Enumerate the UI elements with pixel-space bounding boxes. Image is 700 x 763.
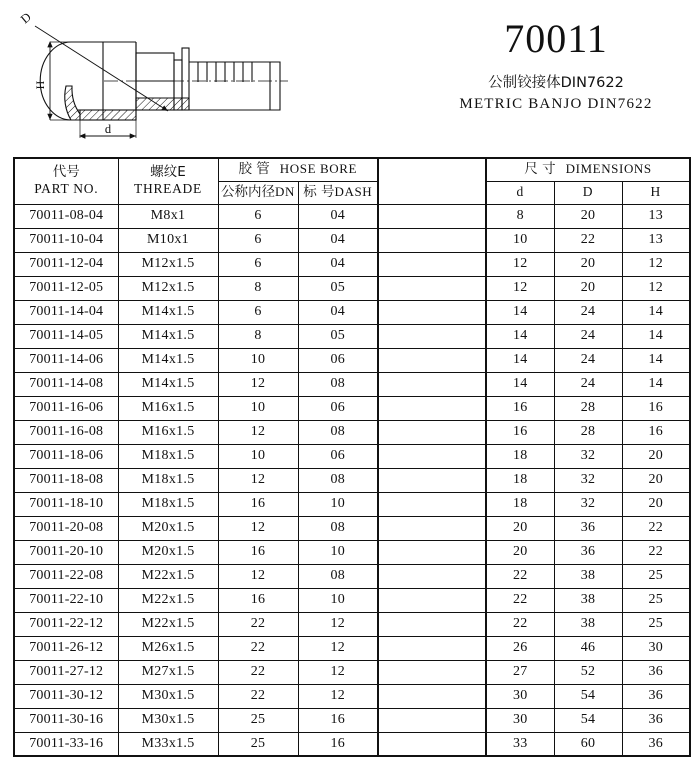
table-row	[14, 348, 690, 372]
cell-blank	[378, 492, 486, 516]
cell-dim-H: 14	[622, 372, 690, 396]
cell-part-no: 70011-18-08	[14, 468, 118, 492]
cell-blank	[378, 204, 486, 228]
cell-dn: 16	[218, 588, 298, 612]
cell-dim-D: 32	[554, 444, 622, 468]
table-row	[14, 588, 690, 612]
table-row	[14, 492, 690, 516]
cell-thread: M20x1.5	[118, 540, 218, 564]
cell-dim-d: 14	[486, 324, 554, 348]
cell-dim-H: 12	[622, 252, 690, 276]
cell-thread: M22x1.5	[118, 588, 218, 612]
cell-part-no: 70011-33-16	[14, 732, 118, 756]
cell-dim-H: 14	[622, 348, 690, 372]
cell-dim-D: 36	[554, 516, 622, 540]
cell-dim-d: 14	[486, 300, 554, 324]
table-row	[14, 660, 690, 684]
dimension-D	[35, 26, 168, 111]
cell-thread: M22x1.5	[118, 612, 218, 636]
cell-dash: 16	[298, 708, 378, 732]
cell-dn: 6	[218, 252, 298, 276]
cell-dim-H: 12	[622, 276, 690, 300]
table-row	[14, 228, 690, 252]
cell-dn: 8	[218, 276, 298, 300]
table-row	[14, 612, 690, 636]
dimensions-label-cn: 尺 寸	[524, 161, 556, 178]
table-row	[14, 732, 690, 756]
cell-dn: 12	[218, 468, 298, 492]
cell-part-no: 70011-22-10	[14, 588, 118, 612]
cell-dash: 16	[298, 732, 378, 756]
cell-part-no: 70011-10-04	[14, 228, 118, 252]
part-no-label-cn: 代号	[52, 164, 80, 181]
hose-bore-label-cn: 胶 管	[238, 161, 270, 178]
cell-dim-d: 16	[486, 396, 554, 420]
cell-dn: 22	[218, 612, 298, 636]
cell-dim-D: 28	[554, 420, 622, 444]
cell-dim-H: 16	[622, 396, 690, 420]
cell-dim-H: 16	[622, 420, 690, 444]
cell-blank	[378, 732, 486, 756]
cell-thread: M12x1.5	[118, 252, 218, 276]
cell-dn: 10	[218, 396, 298, 420]
specification-table-wrapper	[13, 157, 689, 757]
description-english: METRIC BANJO DIN7622	[459, 95, 653, 112]
cell-dash: 08	[298, 420, 378, 444]
cell-dn: 16	[218, 492, 298, 516]
cell-dim-D: 46	[554, 636, 622, 660]
col-header-dim-D: D	[554, 181, 622, 204]
cell-thread: M14x1.5	[118, 372, 218, 396]
cell-dash: 04	[298, 228, 378, 252]
cell-dash: 06	[298, 396, 378, 420]
cell-dash: 08	[298, 564, 378, 588]
technical-drawing	[8, 10, 408, 145]
cell-dn: 12	[218, 564, 298, 588]
cell-dash: 08	[298, 468, 378, 492]
cell-dash: 08	[298, 516, 378, 540]
cell-dn: 12	[218, 372, 298, 396]
cell-dim-H: 36	[622, 660, 690, 684]
cell-dim-d: 27	[486, 660, 554, 684]
cell-dn: 25	[218, 732, 298, 756]
cell-thread: M8x1	[118, 204, 218, 228]
cell-dash: 12	[298, 684, 378, 708]
cell-dim-D: 20	[554, 252, 622, 276]
cell-dim-d: 22	[486, 588, 554, 612]
dn-label-cn: 公称内径	[221, 184, 275, 201]
cell-dn: 10	[218, 444, 298, 468]
cell-thread: M14x1.5	[118, 300, 218, 324]
cell-part-no: 70011-30-12	[14, 684, 118, 708]
cell-dash: 10	[298, 588, 378, 612]
cell-dn: 22	[218, 636, 298, 660]
cell-thread: M18x1.5	[118, 492, 218, 516]
cell-part-no: 70011-20-08	[14, 516, 118, 540]
cell-dash: 08	[298, 372, 378, 396]
cell-dim-d: 20	[486, 516, 554, 540]
cell-dim-D: 52	[554, 660, 622, 684]
cell-thread: M16x1.5	[118, 396, 218, 420]
cell-dim-D: 24	[554, 372, 622, 396]
col-header-dash	[298, 181, 378, 204]
cell-dash: 05	[298, 324, 378, 348]
cell-dim-H: 20	[622, 468, 690, 492]
cell-blank	[378, 516, 486, 540]
cell-dim-d: 18	[486, 492, 554, 516]
col-header-part-no	[14, 158, 118, 204]
cell-dim-d: 18	[486, 468, 554, 492]
cell-dim-d: 14	[486, 372, 554, 396]
cell-blank	[378, 324, 486, 348]
cell-dim-d: 33	[486, 732, 554, 756]
cell-dash: 04	[298, 204, 378, 228]
cell-part-no: 70011-30-16	[14, 708, 118, 732]
cell-blank	[378, 300, 486, 324]
cell-part-no: 70011-16-08	[14, 420, 118, 444]
header-area	[0, 0, 700, 150]
cell-dash: 10	[298, 540, 378, 564]
cell-dim-H: 36	[622, 708, 690, 732]
hose-barb	[104, 48, 288, 110]
part-no-label-en: PART NO.	[34, 181, 99, 197]
description-chinese: 公制铰接体DIN7622	[488, 75, 624, 91]
table-row	[14, 540, 690, 564]
cell-thread: M26x1.5	[118, 636, 218, 660]
table-row	[14, 372, 690, 396]
cell-dim-d: 18	[486, 444, 554, 468]
cell-dim-D: 22	[554, 228, 622, 252]
thread-label-en: THREADE	[134, 181, 202, 197]
cell-dim-H: 14	[622, 300, 690, 324]
cell-dim-D: 38	[554, 564, 622, 588]
dimensions-label-en: DIMENSIONS	[565, 161, 652, 177]
table-row	[14, 444, 690, 468]
cell-thread: M18x1.5	[118, 468, 218, 492]
cell-part-no: 70011-18-06	[14, 444, 118, 468]
cell-blank	[378, 468, 486, 492]
table-row	[14, 684, 690, 708]
cell-dim-H: 13	[622, 228, 690, 252]
cell-dim-D: 32	[554, 492, 622, 516]
cell-part-no: 70011-12-04	[14, 252, 118, 276]
table-body	[14, 204, 690, 756]
cell-thread: M27x1.5	[118, 660, 218, 684]
thread-label-cn: 螺纹E	[150, 164, 186, 181]
cell-dash: 05	[298, 276, 378, 300]
cell-part-no: 70011-16-06	[14, 396, 118, 420]
cell-thread: M14x1.5	[118, 348, 218, 372]
page-title: 70011	[504, 16, 608, 61]
cell-blank	[378, 444, 486, 468]
cell-dim-d: 12	[486, 276, 554, 300]
cell-blank	[378, 276, 486, 300]
cell-blank	[378, 660, 486, 684]
table-row	[14, 252, 690, 276]
cell-dim-D: 38	[554, 612, 622, 636]
cell-thread: M16x1.5	[118, 420, 218, 444]
cell-thread: M33x1.5	[118, 732, 218, 756]
cell-part-no: 70011-26-12	[14, 636, 118, 660]
cell-dim-D: 54	[554, 708, 622, 732]
cell-dim-H: 14	[622, 324, 690, 348]
cell-thread: M10x1	[118, 228, 218, 252]
table-row	[14, 204, 690, 228]
cell-dash: 04	[298, 252, 378, 276]
cell-dn: 25	[218, 708, 298, 732]
cell-blank	[378, 612, 486, 636]
cell-dim-d: 16	[486, 420, 554, 444]
cell-part-no: 70011-14-05	[14, 324, 118, 348]
cell-dim-H: 30	[622, 636, 690, 660]
cell-dim-H: 25	[622, 564, 690, 588]
col-header-dim-d: d	[486, 181, 554, 204]
cell-dim-d: 22	[486, 612, 554, 636]
table-row	[14, 276, 690, 300]
col-header-hose-bore	[218, 158, 378, 181]
cell-dim-d: 14	[486, 348, 554, 372]
cell-blank	[378, 588, 486, 612]
cell-thread: M20x1.5	[118, 516, 218, 540]
cell-blank	[378, 540, 486, 564]
cell-dn: 22	[218, 684, 298, 708]
cell-part-no: 70011-14-06	[14, 348, 118, 372]
cell-thread: M14x1.5	[118, 324, 218, 348]
cell-dn: 10	[218, 348, 298, 372]
cell-blank	[378, 564, 486, 588]
cell-dim-d: 30	[486, 684, 554, 708]
cell-dim-d: 30	[486, 708, 554, 732]
cell-blank	[378, 420, 486, 444]
cell-dim-D: 28	[554, 396, 622, 420]
cell-dim-H: 25	[622, 612, 690, 636]
cell-dim-H: 36	[622, 684, 690, 708]
table-row	[14, 564, 690, 588]
label-d: d	[104, 122, 112, 136]
cell-blank	[378, 684, 486, 708]
cell-dn: 22	[218, 660, 298, 684]
cell-dim-H: 22	[622, 540, 690, 564]
cell-dim-D: 24	[554, 348, 622, 372]
cell-dash: 12	[298, 612, 378, 636]
table-row	[14, 396, 690, 420]
cell-dash: 06	[298, 444, 378, 468]
cell-dim-D: 38	[554, 588, 622, 612]
table-row	[14, 708, 690, 732]
cell-thread: M22x1.5	[118, 564, 218, 588]
cell-dim-H: 20	[622, 492, 690, 516]
cell-thread: M30x1.5	[118, 684, 218, 708]
cell-dim-D: 20	[554, 204, 622, 228]
table-row	[14, 324, 690, 348]
hose-bore-label-en: HOSE BORE	[279, 161, 358, 177]
table-row	[14, 300, 690, 324]
cell-blank	[378, 228, 486, 252]
cell-dim-d: 10	[486, 228, 554, 252]
cell-part-no: 70011-22-08	[14, 564, 118, 588]
table-row	[14, 420, 690, 444]
cell-dim-H: 25	[622, 588, 690, 612]
cell-dim-H: 22	[622, 516, 690, 540]
cell-blank	[378, 372, 486, 396]
title-block	[420, 18, 692, 114]
cell-dim-D: 36	[554, 540, 622, 564]
cell-dn: 12	[218, 420, 298, 444]
col-header-thread	[118, 158, 218, 204]
dash-label-cn: 标 号	[303, 184, 335, 201]
cell-dim-d: 12	[486, 252, 554, 276]
cell-part-no: 70011-20-10	[14, 540, 118, 564]
cell-dim-D: 20	[554, 276, 622, 300]
cell-part-no: 70011-18-10	[14, 492, 118, 516]
col-header-dimensions	[486, 158, 690, 181]
cell-thread: M18x1.5	[118, 444, 218, 468]
cell-dn: 8	[218, 324, 298, 348]
cell-dim-d: 22	[486, 564, 554, 588]
dn-label-en: DN	[275, 184, 295, 200]
cell-blank	[378, 636, 486, 660]
table-row	[14, 468, 690, 492]
cell-thread: M12x1.5	[118, 276, 218, 300]
cell-dash: 06	[298, 348, 378, 372]
cell-dn: 12	[218, 516, 298, 540]
cell-dim-D: 24	[554, 300, 622, 324]
table-row	[14, 516, 690, 540]
cell-dn: 6	[218, 228, 298, 252]
table-row	[14, 636, 690, 660]
cell-dim-d: 8	[486, 204, 554, 228]
cell-part-no: 70011-22-12	[14, 612, 118, 636]
cell-blank	[378, 252, 486, 276]
cell-dn: 6	[218, 300, 298, 324]
cell-dim-d: 26	[486, 636, 554, 660]
cell-part-no: 70011-12-05	[14, 276, 118, 300]
col-header-dim-H: H	[622, 181, 690, 204]
cell-part-no: 70011-27-12	[14, 660, 118, 684]
cell-dash: 04	[298, 300, 378, 324]
cell-dash: 10	[298, 492, 378, 516]
cell-blank	[378, 348, 486, 372]
col-header-blank	[378, 158, 486, 204]
cell-part-no: 70011-14-04	[14, 300, 118, 324]
cell-blank	[378, 708, 486, 732]
label-D: D	[17, 10, 34, 27]
cell-dn: 16	[218, 540, 298, 564]
cell-dim-D: 54	[554, 684, 622, 708]
dash-label-en: DASH	[334, 184, 373, 200]
cell-dn: 6	[218, 204, 298, 228]
cell-dash: 12	[298, 636, 378, 660]
cell-dim-d: 20	[486, 540, 554, 564]
specification-table	[13, 157, 691, 757]
cell-part-no: 70011-08-04	[14, 204, 118, 228]
cell-dim-D: 32	[554, 468, 622, 492]
cell-dim-H: 13	[622, 204, 690, 228]
cell-dash: 12	[298, 660, 378, 684]
cell-dim-H: 20	[622, 444, 690, 468]
col-header-dn	[218, 181, 298, 204]
cell-dim-D: 60	[554, 732, 622, 756]
cell-thread: M30x1.5	[118, 708, 218, 732]
cell-blank	[378, 396, 486, 420]
cell-dim-D: 24	[554, 324, 622, 348]
cell-dim-H: 36	[622, 732, 690, 756]
cell-part-no: 70011-14-08	[14, 372, 118, 396]
label-H: H	[33, 80, 47, 90]
table-header	[14, 158, 690, 204]
